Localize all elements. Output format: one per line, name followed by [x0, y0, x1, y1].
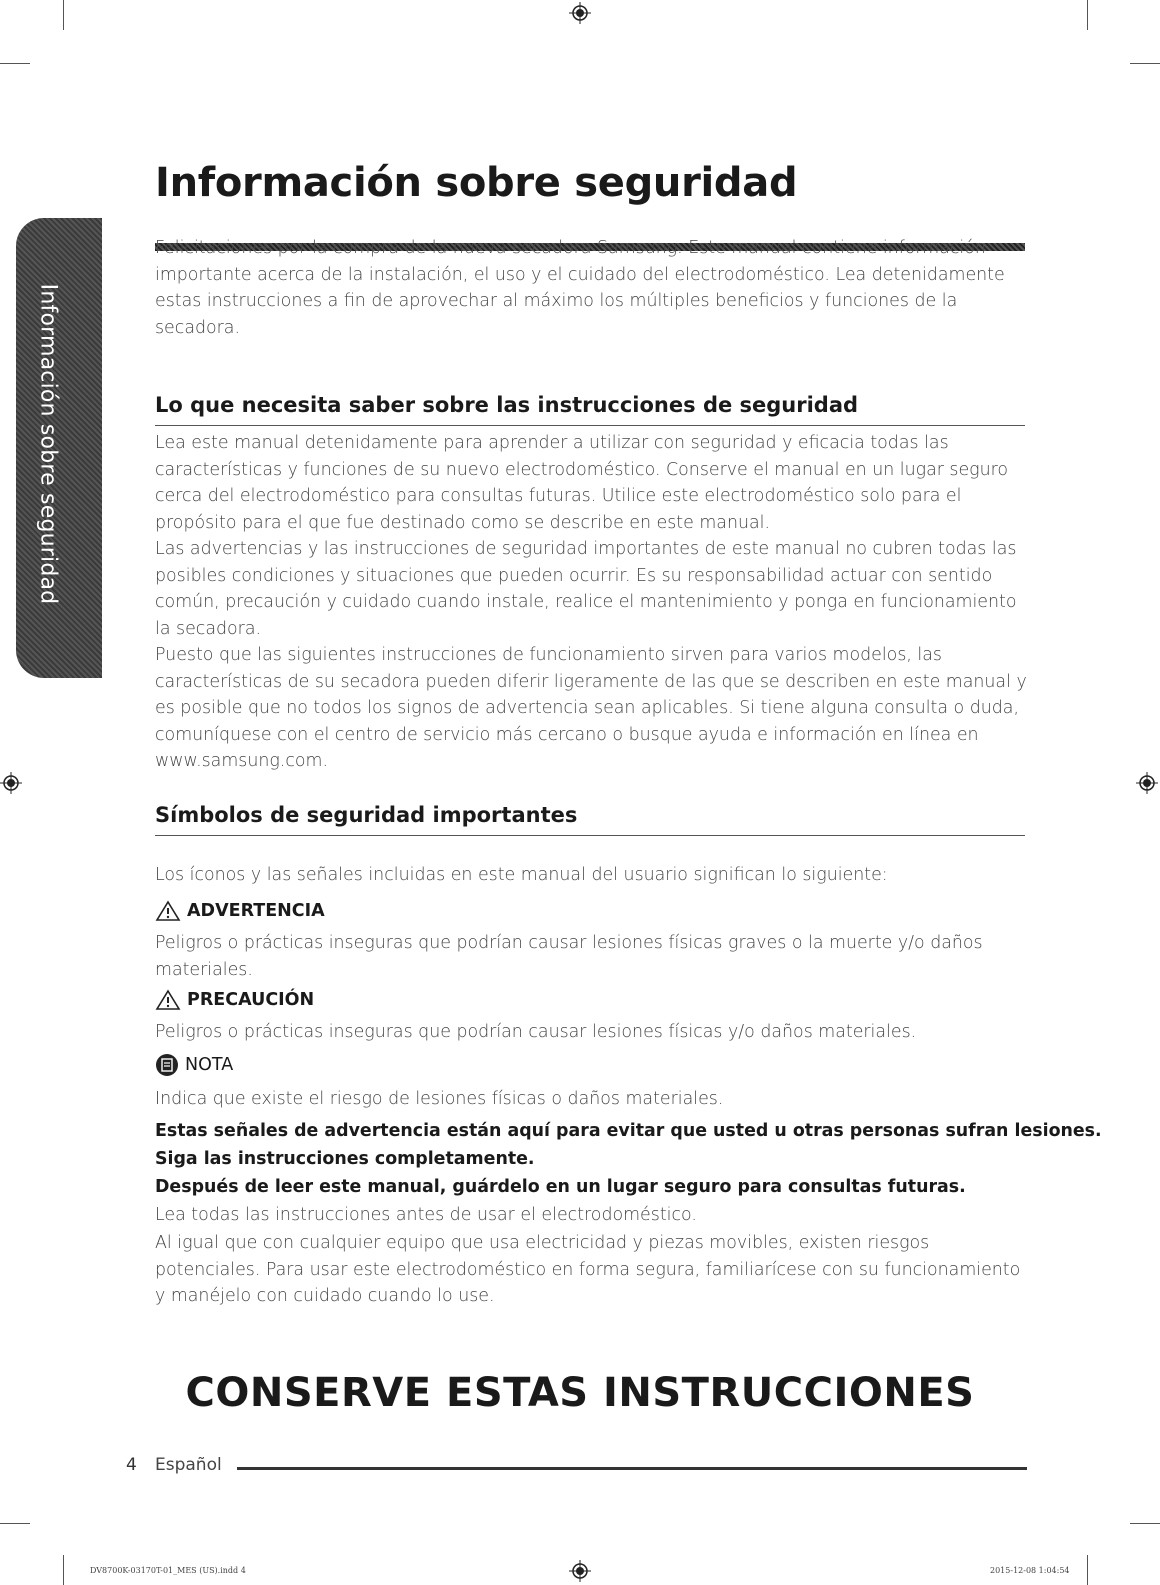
caution-triangle-icon — [155, 989, 181, 1011]
bold-statement: Estas señales de advertencia están aquí para evitar que usted u otras personas sufran lesiones. — [155, 1121, 1102, 1141]
crop-mark — [63, 1555, 64, 1585]
note-label-text: NOTA — [185, 1055, 234, 1075]
paragraph: Los íconos y las señales incluidas en este manual del usuario significan lo siguiente: — [155, 865, 888, 885]
note-label — [155, 1053, 233, 1077]
caution-label — [155, 989, 314, 1011]
section-heading: Lo que necesita saber sobre las instrucciones de seguridad — [155, 393, 859, 417]
conserve-banner: CONSERVE ESTAS INSTRUCCIONES — [185, 1370, 975, 1416]
section-heading: Símbolos de seguridad importantes — [155, 803, 578, 827]
note-text: Indica que existe el riesgo de lesiones físicas o daños materiales. — [155, 1089, 724, 1109]
warning-triangle-icon — [155, 900, 181, 922]
section-rule — [155, 835, 1025, 836]
footer-language: Español — [155, 1455, 222, 1475]
file-info: DV8700K-03170T-01_MES (US).indd 4 — [90, 1566, 246, 1575]
note-icon — [155, 1053, 179, 1077]
page-number: 4 — [126, 1455, 137, 1475]
crop-mark — [1087, 1555, 1088, 1585]
registration-mark-icon — [1136, 772, 1158, 794]
paragraph: Puesto que las siguientes instrucciones de funcionamiento sirven para varios modelos, las características de su secadora pueden diferir ligeramente de las que se describen en este manual y es posible que no todos los signos de advertencia sean aplicables. Si tiene alguna consulta o duda, comuníquese con el centro de servicio más cercano o busque ayuda e información en línea en www.samsung.com. — [155, 645, 1027, 771]
date-info: 2015-12-08 1:04:54 — [990, 1566, 1070, 1575]
caution-text: Peligros o prácticas inseguras que podrían causar lesiones físicas y/o daños materiales. — [155, 1022, 917, 1042]
registration-mark-icon — [569, 1560, 591, 1582]
warning-label — [155, 900, 325, 922]
warning-label-text: ADVERTENCIA — [187, 901, 325, 921]
registration-mark-icon — [569, 2, 591, 24]
footer-rule — [237, 1467, 1027, 1470]
paragraph: Lea todas las instrucciones antes de usar el electrodoméstico. — [155, 1205, 697, 1225]
paragraph: Lea este manual detenidamente para aprender a utilizar con seguridad y eficacia todas las características y funciones de su nuevo electrodoméstico. Conserve el manual en un lugar seguro cerca del electrodoméstico para consultas futuras. Utilice este electrodoméstico solo para el propósito para el que fue destinado como se describe en este manual. — [155, 433, 1009, 533]
crop-mark — [63, 0, 64, 30]
crop-mark — [1130, 1523, 1160, 1524]
paragraph: Al igual que con cualquier equipo que usa electricidad y piezas movibles, existen riesgos potenciales. Para usar este electrodoméstico en forma segura, familiarícese con su funcionamiento y manéjelo con cuidado cuando lo use. — [155, 1233, 1021, 1306]
paragraph: Las advertencias y las instrucciones de seguridad importantes de este manual no cubren todas las posibles condiciones y situaciones que pueden ocurrir. Es su responsabilidad actuar con sentido común, precaución y cuidado cuando instale, realice el mantenimiento y ponga en funcionamiento la secadora. — [155, 539, 1017, 639]
bold-statement: Después de leer este manual, guárdelo en un lugar seguro para consultas futuras. — [155, 1177, 966, 1197]
crop-mark — [1087, 0, 1088, 30]
crop-mark — [1130, 63, 1160, 64]
bold-statement: Siga las instrucciones completamente. — [155, 1149, 535, 1169]
section-rule — [155, 425, 1025, 426]
warning-text: Peligros o prácticas inseguras que podrían causar lesiones físicas graves o la muerte y/o daños materiales. — [155, 933, 983, 980]
crop-mark — [0, 63, 30, 64]
intro-paragraph: Felicitaciones por la compra de la nueva secadora Samsung. Este manual contiene información importante acerca de la instalación, el uso y el cuidado del electrodoméstico. Lea detenidamente estas instrucciones a fin de aprovechar al máximo los múltiples beneficios y funciones de la secadora. — [155, 238, 1005, 338]
registration-mark-icon — [0, 772, 22, 794]
caution-label-text: PRECAUCIÓN — [187, 990, 315, 1010]
page-title: Información sobre seguridad — [155, 160, 798, 206]
side-tab-label: Información sobre seguridad — [35, 283, 61, 605]
crop-mark — [0, 1523, 30, 1524]
